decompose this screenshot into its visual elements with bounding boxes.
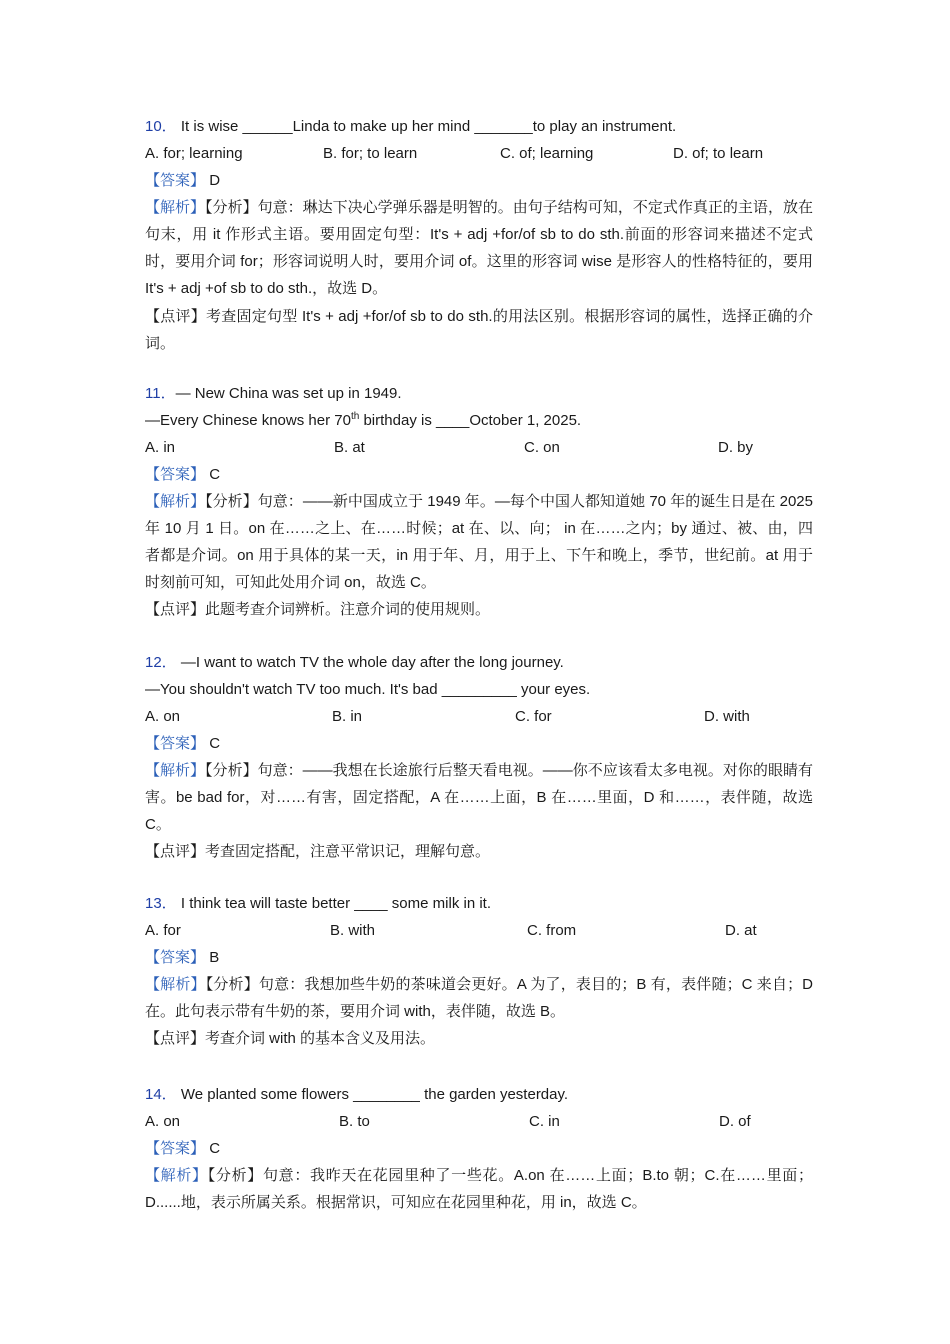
answer-value: D [209,172,221,189]
question-11 [145,380,813,623]
fenxi-label: 【分析】 [205,976,259,993]
answer-value: B [209,949,220,966]
question-14 [145,1081,813,1216]
comment-text: 考查固定搭配，注意平常识记，理解句意。 [205,843,491,860]
options-row [145,1108,813,1135]
question-13 [145,890,813,1052]
option-a: A. for [145,922,181,939]
option-c: C. from [527,922,577,939]
answer-line [145,944,813,971]
options-row [145,140,813,167]
answer-label: 【答案】 [145,1140,206,1157]
answer-label: 【答案】 [145,172,206,189]
option-a: A. for; learning [145,145,243,162]
question-number: 13． [145,895,177,912]
comment-text: 此题考查介词辨析。注意介词的使用规则。 [205,601,491,618]
question-12 [145,649,813,865]
options-row [145,917,813,944]
question-stem: 13． I think tea will taste better ____ some milk in it. [145,895,491,912]
option-d: D. of [719,1113,751,1130]
fenxi-label: 【分析】 [207,1167,263,1184]
analysis-text: 句意：琳达下决心学弹乐器是明智的。由句子结构可知，不定式作真正的主语，放在句末，用 it 作形式主语。要用固定句型：It's + adj +for/of sb to do sth.前面的形容词来描述不定式时，要用介词 for；形容词说明人时，要用介词 of。这里的形容词 wise 是形容人的性格特征的，要用 It's + adj +of sb to do sth.，故选 D。 [145,199,813,297]
analysis-text: 句意：我昨天在花园里种了一些花。A.on 在……上面；B.to 朝；C.在……里面；D......地，表示所属关系。根据常识，可知应在花园里种花，用 in，故选 C。 [145,1167,813,1211]
option-a: A. on [145,1113,181,1130]
analysis-block [145,971,813,1025]
comment-text: 考查固定句型 It's + adj +for/of sb to do sth.的用法区别。根据形容词的属性，选择正确的介词。 [145,308,813,352]
option-c: C. for [515,708,552,725]
option-d: D. at [725,922,757,939]
answer-line [145,167,813,194]
comment-text: 考查介词 with 的基本含义及用法。 [205,1030,436,1047]
option-b: B. in [332,708,363,725]
comment-label: 【点评】 [145,843,206,860]
option-b: B. at [334,439,365,456]
question-stem: 14． We planted some flowers ________ the garden yesterday. [145,1086,569,1103]
option-b: B. to [339,1113,370,1130]
answer-line [145,1135,813,1162]
question-number: 12． [145,654,177,671]
question-stem-reply: —Every Chinese knows her 70th birthday is ____October 1, 2025. [145,411,582,429]
option-a: A. in [145,439,176,456]
option-d: D. by [718,439,754,456]
question-stem-reply: —You shouldn't watch TV too much. It's bad _________ your eyes. [145,681,591,698]
option-c: C. in [529,1113,560,1130]
analysis-label: 【解析】 [145,1167,208,1184]
option-c: C. on [524,439,560,456]
comment-block [145,303,813,357]
analysis-block [145,194,813,302]
fenxi-label: 【分析】 [205,493,258,510]
fenxi-label: 【分析】 [205,199,258,216]
comment-block [145,596,813,623]
answer-line [145,730,813,757]
analysis-text: 句意：——新中国成立于 1949 年。—每个中国人都知道她 70 年的诞生日是在 2025 年 10 月 1 日。on 在……之上、在……时候；at 在、以、向； in 在……之内；by 通过、被、由，四者都是介词。on 用于具体的某一天，in 用于年、月，用于上、下午和晚上，季节，世纪前。at 用于时刻前可知，可知此处用介词 on，故选 C。 [145,493,813,591]
comment-label: 【点评】 [145,601,206,618]
comment-block [145,838,813,865]
answer-label: 【答案】 [145,466,206,483]
comment-label: 【点评】 [145,1030,206,1047]
answer-value: C [209,735,221,752]
question-number: 10． [145,118,177,135]
answer-label: 【答案】 [145,735,206,752]
fenxi-label: 【分析】 [205,762,258,779]
option-d: D. of; to learn [673,145,764,162]
answer-line [145,461,813,488]
comment-block [145,1025,813,1052]
question-stem: 10． It is wise ______Linda to make up her mind _______to play an instrument. [145,118,677,135]
option-b: B. with [330,922,376,939]
question-number: 14． [145,1086,177,1103]
question-10 [145,113,813,357]
option-b: B. for; to learn [323,145,418,162]
answer-label: 【答案】 [145,949,206,966]
option-d: D. with [704,708,750,725]
question-stem: 11．— New China was set up in 1949. [145,385,402,402]
option-c: C. of; learning [500,145,594,162]
analysis-label: 【解析】 [145,493,206,510]
analysis-block [145,488,813,596]
options-row [145,703,813,730]
comment-label: 【点评】 [145,308,207,325]
analysis-block [145,757,813,838]
analysis-label: 【解析】 [145,976,206,993]
answer-value: C [209,466,221,483]
analysis-text: 句意：——我想在长途旅行后整天看电视。——你不应该看太多电视。对你的眼睛有害。be bad for，对……有害，固定搭配，A 在……上面，B 在……里面，D 和……，表伴随，故选 C。 [145,762,813,833]
question-number: 11． [145,385,176,402]
analysis-label: 【解析】 [145,762,206,779]
analysis-text: 句意：我想加些牛奶的茶味道会更好。A 为了，表目的；B 有，表伴随；C 来自；D 在。此句表示带有牛奶的茶，要用介词 with，表伴随，故选 B。 [145,976,813,1020]
options-row [145,434,813,461]
analysis-label: 【解析】 [145,199,206,216]
question-stem: 12． —I want to watch TV the whole day after the long journey. [145,654,564,671]
option-a: A. on [145,708,181,725]
analysis-block [145,1162,813,1216]
answer-value: C [209,1140,221,1157]
